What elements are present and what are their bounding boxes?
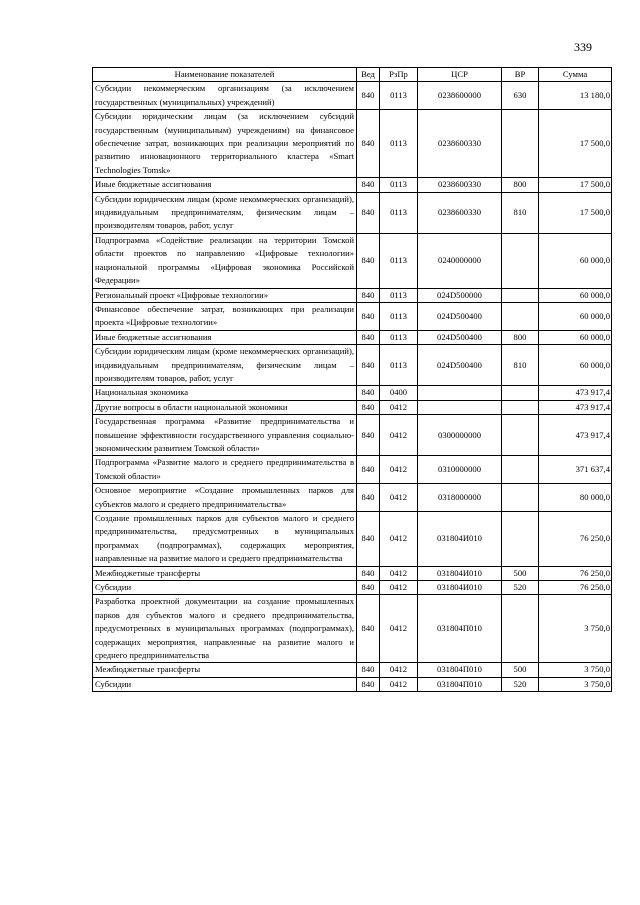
cell-vr: 500 (502, 663, 539, 677)
cell-vr: 800 (502, 330, 539, 344)
cell-rzpr: 0113 (380, 288, 418, 302)
cell-csr: 024D500000 (418, 288, 502, 302)
cell-name: Национальная экономика (93, 386, 357, 400)
table-header-row (93, 68, 612, 82)
cell-sum: 3 750,0 (539, 677, 612, 691)
cell-vr (502, 288, 539, 302)
cell-csr: 0300000000 (418, 415, 502, 456)
cell-sum: 17 500,0 (539, 192, 612, 233)
cell-ved: 840 (357, 178, 380, 192)
cell-vr (502, 595, 539, 663)
cell-vr: 520 (502, 581, 539, 595)
cell-name: Финансовое обеспечение затрат, возникающих при реализации проекта «Цифровые технологии» (93, 302, 357, 330)
cell-ved: 840 (357, 595, 380, 663)
cell-csr: 0238600330 (418, 110, 502, 178)
cell-csr: 031804П010 (418, 677, 502, 691)
cell-ved: 840 (357, 288, 380, 302)
cell-name: Субсидии (93, 581, 357, 595)
cell-name: Государственная программа «Развитие предпринимательства и повышение эффективности государственного управления социально-экономическим развитием Томской области» (93, 415, 357, 456)
cell-rzpr: 0412 (380, 677, 418, 691)
cell-name: Иные бюджетные ассигнования (93, 178, 357, 192)
cell-vr: 500 (502, 566, 539, 580)
cell-ved: 840 (357, 512, 380, 567)
table-row (93, 178, 612, 192)
cell-vr: 810 (502, 345, 539, 386)
cell-name: Субсидии (93, 677, 357, 691)
table-row (93, 192, 612, 233)
cell-vr (502, 400, 539, 414)
table-row (93, 110, 612, 178)
cell-name: Разработка проектной документации на создание промышленных парков для субъектов малого и среднего предпринимательства, предусмотренных в муниципальных программах (подпрограммах), содержащих мероприятия, направленные на развитие малого и среднего предпринимательства (93, 595, 357, 663)
cell-sum: 371 637,4 (539, 456, 612, 484)
table-row (93, 415, 612, 456)
cell-name: Межбюджетные трансферты (93, 566, 357, 580)
table-row (93, 595, 612, 663)
cell-csr (418, 386, 502, 400)
cell-ved: 840 (357, 566, 380, 580)
table-row (93, 386, 612, 400)
cell-sum: 60 000,0 (539, 330, 612, 344)
cell-csr: 0238600330 (418, 178, 502, 192)
table-row (93, 456, 612, 484)
cell-rzpr: 0412 (380, 484, 418, 512)
cell-sum: 473 917,4 (539, 400, 612, 414)
cell-csr: 0318000000 (418, 484, 502, 512)
cell-ved: 840 (357, 302, 380, 330)
cell-rzpr: 0412 (380, 400, 418, 414)
table-row (93, 566, 612, 580)
cell-csr: 0238600330 (418, 192, 502, 233)
cell-name: Межбюджетные трансферты (93, 663, 357, 677)
cell-name: Другие вопросы в области национальной экономики (93, 400, 357, 414)
cell-vr (502, 456, 539, 484)
cell-vr (502, 415, 539, 456)
cell-rzpr: 0412 (380, 512, 418, 567)
page-number: 339 (574, 40, 592, 54)
cell-sum: 76 250,0 (539, 581, 612, 595)
table-row (93, 581, 612, 595)
cell-vr (502, 110, 539, 178)
header-csr: ЦСР (418, 68, 502, 82)
table-row (93, 512, 612, 567)
table-row (93, 345, 612, 386)
cell-csr: 024D500400 (418, 330, 502, 344)
cell-sum: 80 000,0 (539, 484, 612, 512)
cell-csr: 031804И010 (418, 581, 502, 595)
cell-vr: 810 (502, 192, 539, 233)
cell-ved: 840 (357, 386, 380, 400)
cell-csr: 031804И010 (418, 512, 502, 567)
header-name: Наименование показателей (93, 68, 357, 82)
cell-ved: 840 (357, 484, 380, 512)
cell-csr (418, 400, 502, 414)
cell-name: Субсидии некоммерческим организациям (за исключением государственных (муниципальных) учреждений) (93, 82, 357, 110)
cell-sum: 76 250,0 (539, 512, 612, 567)
table-row (93, 288, 612, 302)
cell-csr: 0240000000 (418, 233, 502, 288)
cell-ved: 840 (357, 345, 380, 386)
cell-csr: 0310000000 (418, 456, 502, 484)
cell-sum: 76 250,0 (539, 566, 612, 580)
cell-ved: 840 (357, 581, 380, 595)
cell-rzpr: 0412 (380, 595, 418, 663)
cell-rzpr: 0113 (380, 82, 418, 110)
cell-csr: 031804П010 (418, 595, 502, 663)
cell-rzpr: 0113 (380, 345, 418, 386)
cell-vr (502, 386, 539, 400)
cell-ved: 840 (357, 330, 380, 344)
budget-table (92, 67, 612, 692)
header-sum: Сумма (539, 68, 612, 82)
cell-ved: 840 (357, 233, 380, 288)
table-row (93, 663, 612, 677)
cell-rzpr: 0113 (380, 302, 418, 330)
cell-name: Субсидии юридическим лицам (за исключением субсидий государственным (муниципальным) учреждениям) на финансовое обеспечение затрат, возникающих при реализации мероприятий по развитию инновационного территориального кластера «Smart Technologies Tomsk» (93, 110, 357, 178)
cell-csr: 031804П010 (418, 663, 502, 677)
cell-vr (502, 233, 539, 288)
table-row (93, 82, 612, 110)
table-row (93, 302, 612, 330)
cell-rzpr: 0113 (380, 178, 418, 192)
cell-name: Субсидии юридическим лицам (кроме некоммерческих организаций), индивидуальным предпринимателям, физическим лицам – производителям товаров, работ, услуг (93, 345, 357, 386)
cell-csr: 0238600000 (418, 82, 502, 110)
header-vr: ВР (502, 68, 539, 82)
cell-csr: 031804И010 (418, 566, 502, 580)
cell-ved: 840 (357, 192, 380, 233)
table-row (93, 233, 612, 288)
cell-sum: 3 750,0 (539, 595, 612, 663)
cell-name: Создание промышленных парков для субъектов малого и среднего предпринимательства, предусмотренных в муниципальных программах (подпрограммах), содержащих мероприятия, направленные на развитие малого и среднего предпринимательства (93, 512, 357, 567)
cell-sum: 60 000,0 (539, 233, 612, 288)
table-row (93, 400, 612, 414)
cell-sum: 13 180,0 (539, 82, 612, 110)
cell-rzpr: 0113 (380, 233, 418, 288)
cell-ved: 840 (357, 400, 380, 414)
cell-sum: 473 917,4 (539, 415, 612, 456)
cell-rzpr: 0113 (380, 330, 418, 344)
cell-sum: 17 500,0 (539, 110, 612, 178)
cell-rzpr: 0412 (380, 456, 418, 484)
cell-vr: 630 (502, 82, 539, 110)
cell-name: Основное мероприятие «Создание промышленных парков для субъектов малого и среднего предпринимательства» (93, 484, 357, 512)
cell-csr: 024D500400 (418, 345, 502, 386)
cell-ved: 840 (357, 677, 380, 691)
cell-name: Субсидии юридическим лицам (кроме некоммерческих организаций), индивидуальным предпринимателям, физическим лицам – производителям товаров, работ, услуг (93, 192, 357, 233)
cell-sum: 3 750,0 (539, 663, 612, 677)
cell-name: Подпрограмма «Развитие малого и среднего предпринимательства в Томской области» (93, 456, 357, 484)
cell-rzpr: 0113 (380, 192, 418, 233)
cell-rzpr: 0113 (380, 110, 418, 178)
cell-csr: 024D500400 (418, 302, 502, 330)
table-row (93, 677, 612, 691)
table-row (93, 330, 612, 344)
cell-ved: 840 (357, 456, 380, 484)
cell-rzpr: 0412 (380, 581, 418, 595)
cell-rzpr: 0400 (380, 386, 418, 400)
cell-vr: 520 (502, 677, 539, 691)
cell-rzpr: 0412 (380, 663, 418, 677)
cell-vr (502, 484, 539, 512)
cell-sum: 473 917,4 (539, 386, 612, 400)
header-rzpr: РзПр (380, 68, 418, 82)
cell-ved: 840 (357, 663, 380, 677)
cell-vr: 800 (502, 178, 539, 192)
cell-sum: 60 000,0 (539, 345, 612, 386)
table-row (93, 484, 612, 512)
cell-rzpr: 0412 (380, 415, 418, 456)
table-body (93, 82, 612, 692)
cell-name: Иные бюджетные ассигнования (93, 330, 357, 344)
cell-vr (502, 512, 539, 567)
cell-ved: 840 (357, 82, 380, 110)
cell-name: Подпрограмма «Содействие реализации на территории Томской области проектов по направлению «Цифровые технологии» национальной программы «Цифровая экономика Российской Федерации» (93, 233, 357, 288)
cell-name: Региональный проект «Цифровые технологии» (93, 288, 357, 302)
header-ved: Вед (357, 68, 380, 82)
cell-sum: 60 000,0 (539, 302, 612, 330)
cell-vr (502, 302, 539, 330)
cell-rzpr: 0412 (380, 566, 418, 580)
cell-sum: 60 000,0 (539, 288, 612, 302)
cell-ved: 840 (357, 110, 380, 178)
cell-sum: 17 500,0 (539, 178, 612, 192)
cell-ved: 840 (357, 415, 380, 456)
